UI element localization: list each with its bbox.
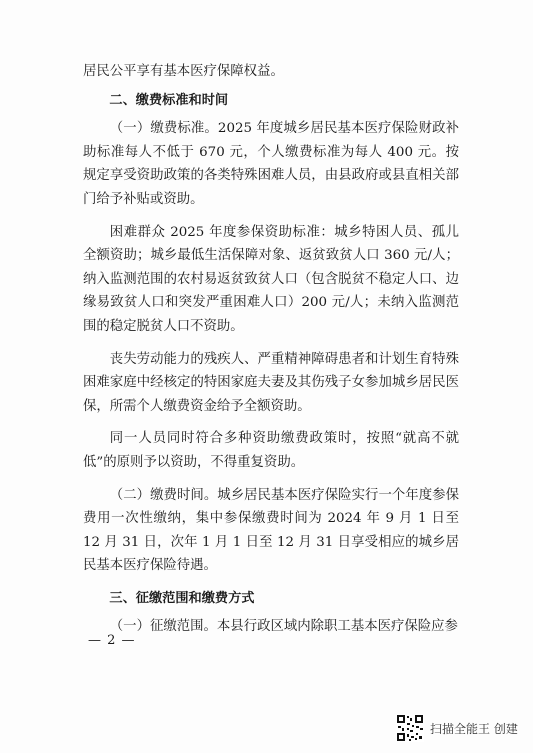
section-heading-2: 二、缴费标准和时间 [109, 92, 229, 108]
paragraph-subsidy-standard: 困难群众 2025 年度参保资助标准：城乡特困人员、孤儿全额资助；城乡最低生活保障对象、返贫致贫人口 360 元/人；纳入监测范围的农村易返贫致贫人口（包含脱贫不稳定人口、边缘易致贫人口和突发严重困难人口）200 元/人；未纳入监测范围的稳定脱贫人口不资助。 [83, 224, 459, 334]
paragraph-full-subsidy: 丧失劳动能力的残疾人、严重精神障碍患者和计划生育特殊困难家庭中经核定的特困家庭夫妻及其伤残子女参加城乡居民医保，所需个人缴费资金给予全额资助。 [83, 351, 459, 414]
qr-code-icon [396, 714, 424, 742]
paragraph-intro-tail: 居民公平享有基本医疗保障权益。 [83, 64, 284, 79]
document-body [83, 60, 459, 639]
scanner-watermark [396, 713, 518, 743]
page-number: — 2 — [88, 633, 136, 648]
paragraph-no-double-subsidy: 同一人员同时符合多种资助缴费政策时，按照“就高不就低”的原则予以资助，不得重复资助。 [83, 431, 459, 470]
paragraph-fee-standard: （一）缴费标准。2025 年度城乡居民基本医疗保险财政补助标准每人不低于 670 元，个人缴费标准为每人 400 元。按规定享受资助政策的各类特殊困难人员，由县政府或县直相关部门给予补贴或资助。 [83, 121, 459, 207]
section-heading-3: 三、征缴范围和缴费方式 [109, 590, 255, 606]
watermark-text: 扫描全能王 创建 [430, 721, 518, 736]
paragraph-payment-time: （二）缴费时间。城乡居民基本医疗保险实行一个年度参保费用一次性缴纳，集中参保缴费时间为 2024 年 9 月 1 日至 12 月 31 日，次年 1 月 1 日至 12 月 31 日享受相应的城乡居民基本医疗保险待遇。 [83, 487, 459, 574]
paragraph-collection-scope: （一）征缴范围。本县行政区域内除职工基本医疗保险应参 [109, 619, 458, 635]
